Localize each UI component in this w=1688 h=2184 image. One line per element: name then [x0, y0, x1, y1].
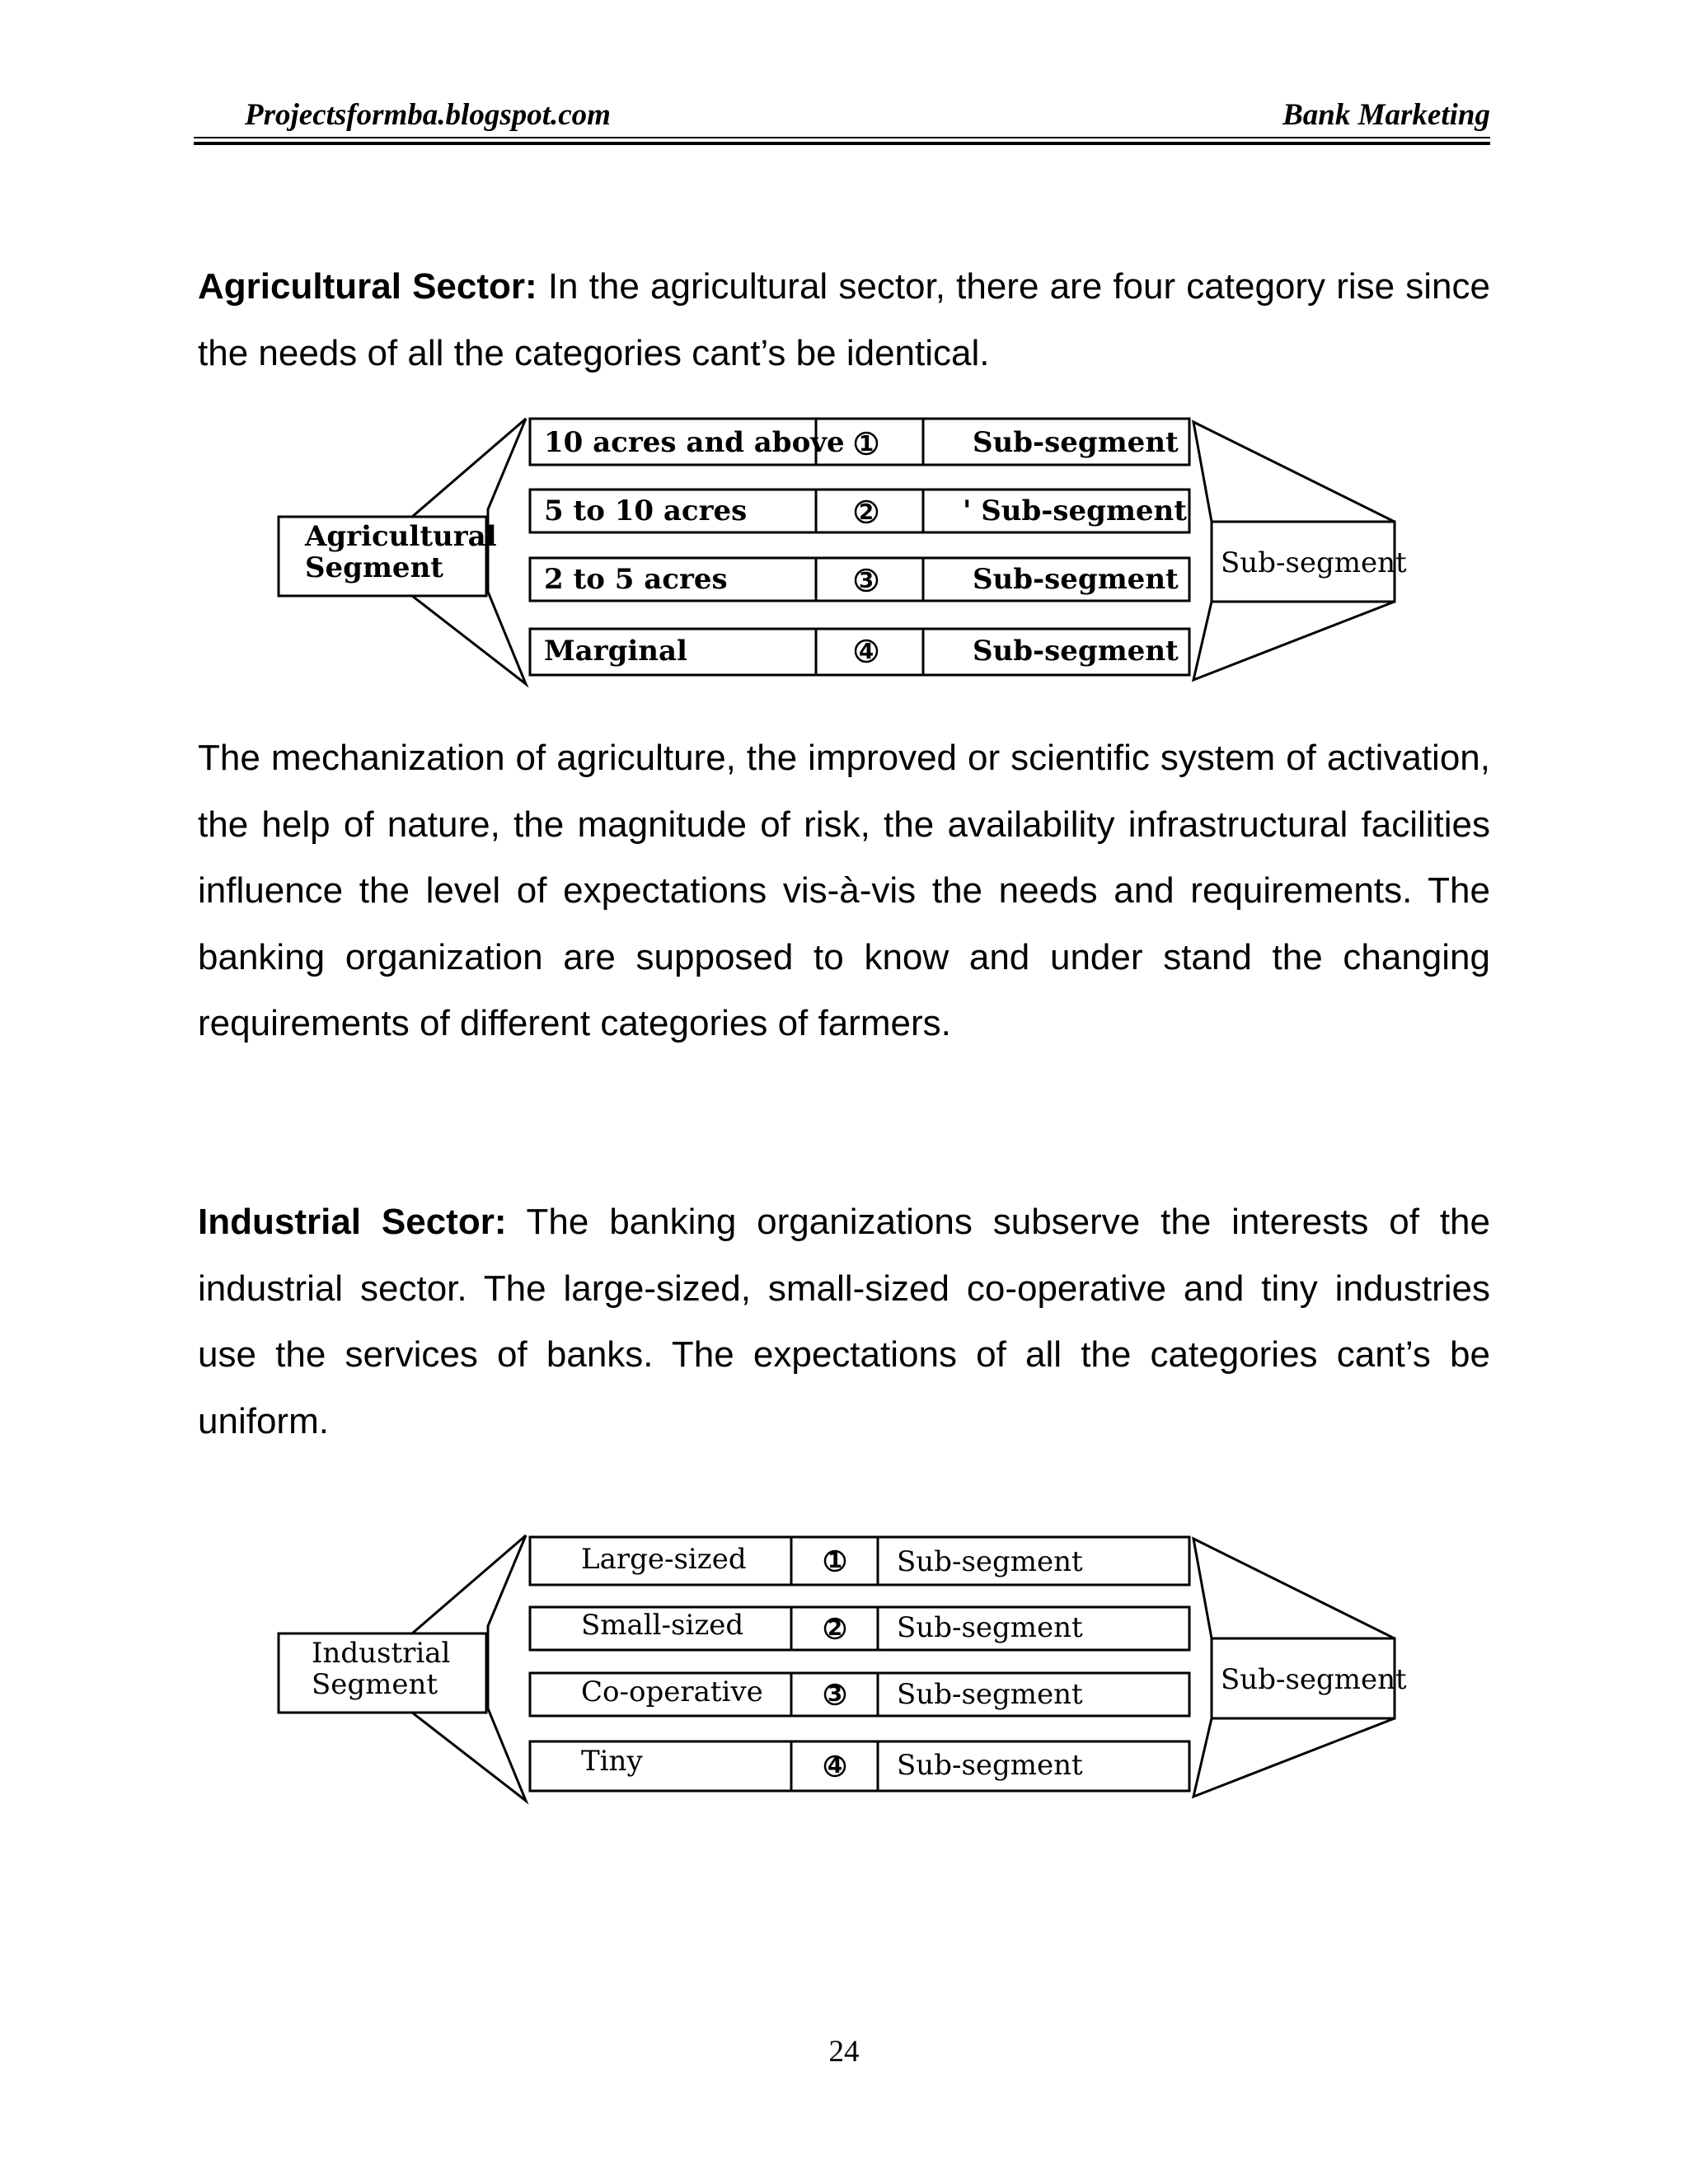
header-site-name: Projectsformba.blogspot.com: [245, 98, 611, 132]
agricultural-body-paragraph: The mechanization of agriculture, the improved or scientific system of activation, the help of nature, the magnitude of risk, the availability infrastructural facilities influence the level of expectations vis-à-vis the needs and requirements. The banking organization are supposed to know and under stand the changing requirements of different categories of farmers.: [198, 738, 1490, 1043]
row-label: Marginal: [544, 635, 687, 668]
segment-label-line1: Agricultural: [305, 520, 497, 553]
segment-label-line2: Segment: [305, 551, 443, 584]
row-label: Tiny: [581, 1745, 643, 1778]
row-number: 2: [827, 1616, 843, 1641]
row-subsegment: Sub-segment: [973, 426, 1179, 459]
row-subsegment: Sub-segment: [897, 1678, 1083, 1711]
row-subsegment: Sub-segment: [897, 1545, 1083, 1578]
right-subsegment-label: Sub-segment: [1221, 546, 1407, 579]
row-number: 1: [858, 432, 874, 457]
page-number: 24: [828, 2035, 860, 2069]
row-label: 2 to 5 acres: [544, 563, 728, 596]
segment-label-line2: Segment: [312, 1668, 438, 1701]
row-subsegment: ' Sub-segment: [963, 494, 1187, 527]
header-doc-title: Bank Marketing: [1282, 98, 1490, 132]
row-number: 4: [827, 1754, 843, 1779]
row-subsegment: Sub-segment: [897, 1611, 1083, 1644]
row-subsegment: Sub-segment: [973, 563, 1179, 596]
row-subsegment: Sub-segment: [897, 1749, 1083, 1782]
industrial-body-text: The banking organizations subserve the interests of the industrial sector. The large-sized, small-sized co-operative and tiny industries use the services of banks. The expectations of all the categories cant’s be uniform.: [198, 1202, 1490, 1441]
row-number: 3: [827, 1682, 843, 1707]
row-number-circles: [856, 433, 877, 662]
row-label: 10 acres and above: [544, 426, 845, 459]
right-subsegment-label: Sub-segment: [1221, 1663, 1407, 1696]
industrial-segment-diagram: [272, 1529, 1418, 1809]
row-label: 5 to 10 acres: [544, 494, 748, 527]
row-number: 3: [858, 569, 874, 593]
row-number: 1: [827, 1549, 843, 1573]
header-rule-thick: [194, 142, 1490, 145]
agricultural-heading: Agricultural Sector:: [198, 266, 537, 307]
row-label: Co-operative: [581, 1675, 763, 1708]
segment-label-line1: Industrial: [312, 1637, 451, 1670]
agricultural-intro-paragraph: [198, 254, 1490, 387]
agricultural-diagram-svg: [272, 412, 1418, 692]
row-subsegment: Sub-segment: [973, 635, 1179, 668]
industrial-heading: Industrial Sector:: [198, 1202, 507, 1242]
row-label: Small-sized: [581, 1609, 744, 1642]
agricultural-segment-diagram: [272, 412, 1418, 692]
row-label: Large-sized: [581, 1543, 747, 1576]
header-rule: [194, 137, 1490, 138]
industrial-diagram-svg: [272, 1529, 1418, 1809]
agricultural-intro-text: In the agricultural sector, there are four category rise since the needs of all the categories cant’s be identical.: [198, 266, 1490, 373]
industrial-paragraph: [198, 1189, 1490, 1455]
row-number: 4: [858, 640, 874, 664]
row-number: 2: [858, 500, 874, 525]
